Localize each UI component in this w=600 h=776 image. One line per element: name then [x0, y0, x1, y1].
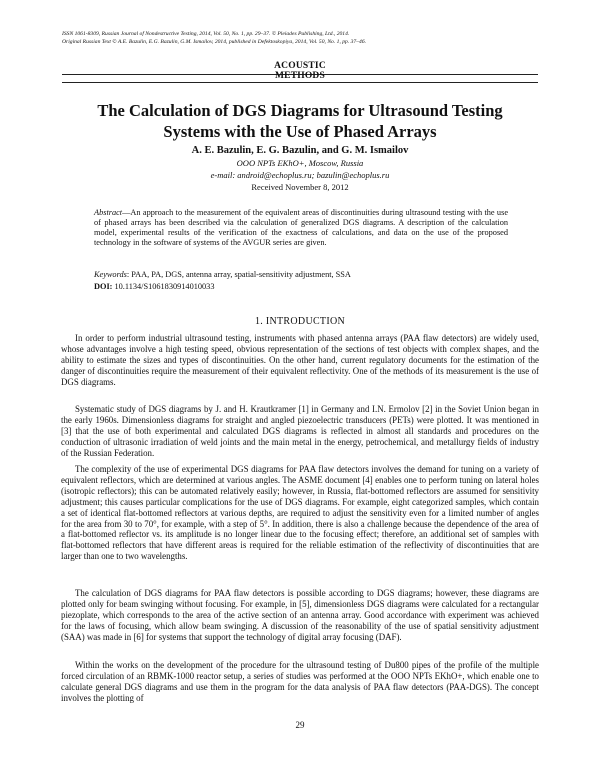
journal-citation-line: ISSN 1061-8309, Russian Journal of Nondestructive Testing, 2014, Vol. 50, No. 1, pp. 29–37. © Pleiades Publishing, Ltd., 2014.	[62, 31, 350, 37]
intro-paragraph-2: Systematic study of DGS diagrams by J. and H. Krautkramer [1] in Germany and I.N. Ermolov [2] in the Soviet Union began in the early 1960s. Dimensionless diagrams for straight and angled piezoelectric transducers (PETs) were plotted. It was mentioned in [3] that the use of both experimental and calculated DGS diagrams is reflected in almost all standards and procedures on the conduction of ultrasonic irradiation of weld joints and the main metal in the energy, petrochemical, and metallurgy fields of industry of the Russian Federation.	[61, 404, 539, 458]
original-text-line: Original Russian Text © A.E. Bazulin, E.G. Bazulin, G.M. Ismailov, 2014, published in Defektoskopiya, 2014, Vol. 50, No. 1, pp. 37–46.	[62, 39, 367, 45]
received-date: Received November 8, 2012	[251, 182, 349, 192]
keywords-text: : PAA, PA, DGS, antenna array, spatial-sensitivity adjustment, SSA	[126, 270, 351, 279]
doi-line	[94, 282, 508, 292]
abstract-label: Abstract	[94, 208, 123, 217]
abstract-text: —An approach to the measurement of the equivalent areas of discontinuities during ultrasound testing with the use of phased arrays has been described via the calculation of generalized DGS diagrams. A description of the calculation model, experimental results of the verification of the exactness of calculations, and data on the use of the proposed technology in the software of systems of the AVGUR series are given.	[94, 208, 508, 247]
affiliation: OOO NPTs EKhO+, Moscow, Russia	[236, 158, 364, 168]
section-heading-introduction: 1. INTRODUCTION	[254, 316, 346, 327]
email-line: e-mail: android@echoplus.ru; bazulin@echoplus.ru	[210, 170, 390, 180]
article-title-line1: The Calculation of DGS Diagrams for Ultrasound Testing	[97, 101, 503, 120]
intro-paragraph-4: The calculation of DGS diagrams for PAA flaw detectors is possible according to DGS diagrams; however, these diagrams are plotted only for beam swinging without focusing. For example, in [5], dimensionless DGS diagrams were calculated for a rectangular piezoplate, which corresponds to the area of the active section of an antenna array. Good accordance with experiment was achieved for the laws of focusing, which allow beam swinging. A discussion of the reasonability of the use of spatial sensitivity adjustment (SAA) was made in [6] for systems that support the technology of digital array focusing (DAF).	[61, 588, 539, 642]
intro-paragraph-3: The complexity of the use of experimental DGS diagrams for PAA flaw detectors involves the demand for tuning on a variety of equivalent reflectors, which are determined at various angles. The ASME document [4] enables one to perform tuning on lateral holes (isotropic reflectors); this can be automated relatively easily; however, in Russia, flat-bottomed reflectors are assumed for sensitivity adjustment; this causes particular complications for the use of DGS diagrams. For example, eight categorized samples, which contain a set of identical flat-bottomed reflectors at various depths, are required to adjust the sensitivity even for a limited number of angles for the area from 30 to 70°, for example, with a step of 5°. In addition, there is also a challenge because the dependence of the area of a flat-bottomed reflector vs. its amplitude is no longer linear due to the focusing effect; therefore, an additional set of samples with flat-bottomed reflectors that have different areas is required for the reliable estimation of the reflectivity of discontinuities that are larger than one to two wavelengths.	[61, 464, 539, 562]
keywords-label: Keywords	[94, 270, 127, 279]
section-tag-acoustic: ACOUSTIC	[274, 61, 326, 71]
section-tag-methods: METHODS	[275, 71, 325, 81]
header-rule-bottom	[62, 82, 538, 83]
doi-value[interactable]: 10.1134/S1061830914010033	[112, 282, 215, 291]
authors: A. E. Bazulin, E. G. Bazulin, and G. M. Ismailov	[191, 145, 409, 156]
page-number: 29	[295, 720, 305, 730]
intro-paragraph-5: Within the works on the development of the procedure for the ultrasound testing of Du800 pipes of the profile of the multiple forced circulation of an RBMK-1000 reactor setup, a series of studies was performed at the OOO NPTs EKhO+, which enable one to calculate general DGS diagrams and use them in the program for the data analysis of PAA flaw detectors (PAA-DGS). The concept involves the plotting of	[61, 660, 539, 703]
intro-paragraph-1: In order to perform industrial ultrasound testing, instruments with phased antenna arrays (PAA flaw detectors) are widely used, whose advantages involve a high testing speed, obvious representation of the sections of test objects with complex shapes, and the ability to estimate the sizes and types of discontinuities. On the other hand, current regulatory documents for the estimation of the danger of discontinuities require the measurement of their equivalent reflectivity. One of the methods of its measurement is the use of DGS diagrams.	[61, 333, 539, 387]
article-title-line2: Systems with the Use of Phased Arrays	[163, 122, 437, 141]
abstract	[94, 208, 508, 248]
keywords	[94, 270, 508, 280]
doi-label: DOI:	[94, 282, 113, 291]
